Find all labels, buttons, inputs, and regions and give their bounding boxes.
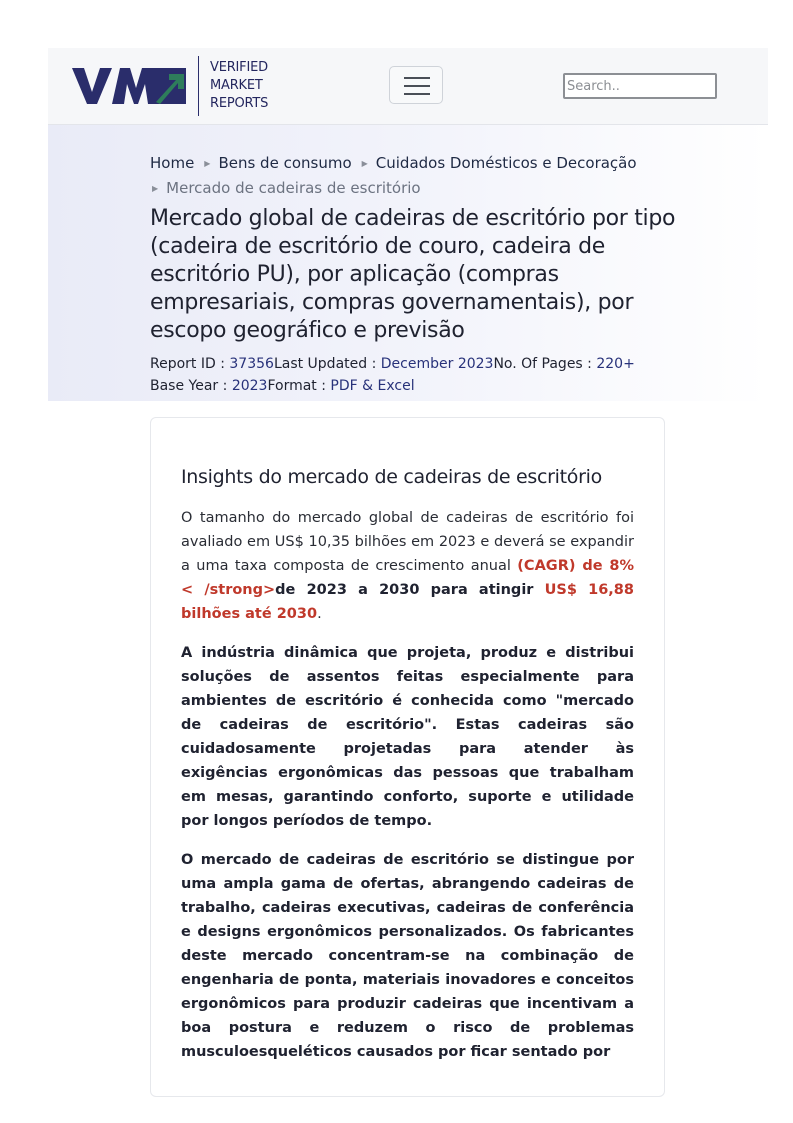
last-updated-value: December 2023 <box>380 356 494 372</box>
chevron-right-icon: ▶ <box>361 159 368 168</box>
chevron-right-icon: ▶ <box>204 159 211 168</box>
meta-row-2 <box>150 375 710 397</box>
report-meta <box>150 353 710 397</box>
base-year-label: Base Year : <box>150 378 232 394</box>
base-year-value: 2023 <box>231 378 268 394</box>
paragraph-end: . <box>317 606 322 622</box>
vmr-logo[interactable] <box>72 66 186 106</box>
insights-paragraph <box>181 506 634 626</box>
brand-line: MARKET <box>210 78 263 93</box>
brand-name[interactable] <box>210 59 290 113</box>
site-header <box>48 48 768 125</box>
breadcrumb-home-care[interactable]: Cuidados Domésticos e Decoração <box>375 154 637 172</box>
paragraph-text: de 2023 a 2030 para atingir <box>275 582 545 598</box>
logo-divider <box>198 56 199 116</box>
breadcrumb <box>150 151 670 201</box>
insights-paragraph: A indústria dinâmica que projeta, produz e distribui soluções de assentos feitas especialmente para ambientes de escritório é conhecida como "mercado de cadeiras de escritório". Estas cadeiras são cuidadosamente projetadas para atender às exigências ergonômicas das pessoas que trabalham em mesas, garantindo conforto, suporte e utilidade por longos períodos de tempo. <box>181 645 634 829</box>
pages-label: No. Of Pages : <box>493 356 597 372</box>
insights-card <box>150 417 665 1097</box>
search-input[interactable] <box>563 73 717 99</box>
format-label: Format : <box>267 378 331 394</box>
breadcrumb-home[interactable]: Home <box>150 154 195 172</box>
paragraph-text: O tamanho do mercado global de cadeiras de escritório foi avaliado em US$ 10,35 bilhões em 2023 e deverá se expandir a uma taxa composta de crescimento anual <box>181 510 634 574</box>
hamburger-icon[interactable] <box>389 66 443 104</box>
insights-body <box>181 506 634 1079</box>
pages-value: 220+ <box>596 356 635 372</box>
breadcrumb-consumer-goods[interactable]: Bens de consumo <box>218 154 352 172</box>
insights-heading: Insights do mercado de cadeiras de escritório <box>181 466 602 488</box>
cagr-highlight: (CAGR) de 8% < /strong> <box>181 558 634 598</box>
format-value: PDF & Excel <box>330 378 415 394</box>
brand-line: VERIFIED <box>210 60 268 75</box>
page-title: Mercado global de cadeiras de escritório por tipo (cadeira de escritório de couro, cadeira de escritório PU), por aplicação (compras empresariais, compras governamentais), por escopo geográfico e previsão <box>150 206 676 343</box>
brand-line: REPORTS <box>210 96 269 111</box>
report-id-value: 37356 <box>229 356 274 372</box>
market-size-highlight: US$ 16,88 bilhões até 2030 <box>181 582 634 622</box>
insights-paragraph: O mercado de cadeiras de escritório se distingue por uma ampla gama de ofertas, abrangendo cadeiras de trabalho, cadeiras executivas, cadeiras de conferência e designs ergonômicos personalizados. Os fabricantes deste mercado concentram-se na combinação de engenharia de ponta, materiais inovadores e conceitos ergonômicos para produzir cadeiras que incentivam a boa postura e reduzem o risco de problemas musculoesqueléticos causados por ficar sentado por <box>181 852 634 1060</box>
last-updated-label: Last Updated : <box>273 356 381 372</box>
meta-row-1 <box>150 353 710 375</box>
report-hero <box>48 125 768 401</box>
chevron-right-icon: ▶ <box>152 184 159 193</box>
breadcrumb-current: Mercado de cadeiras de escritório <box>166 179 421 197</box>
report-id-label: Report ID : <box>150 356 230 372</box>
